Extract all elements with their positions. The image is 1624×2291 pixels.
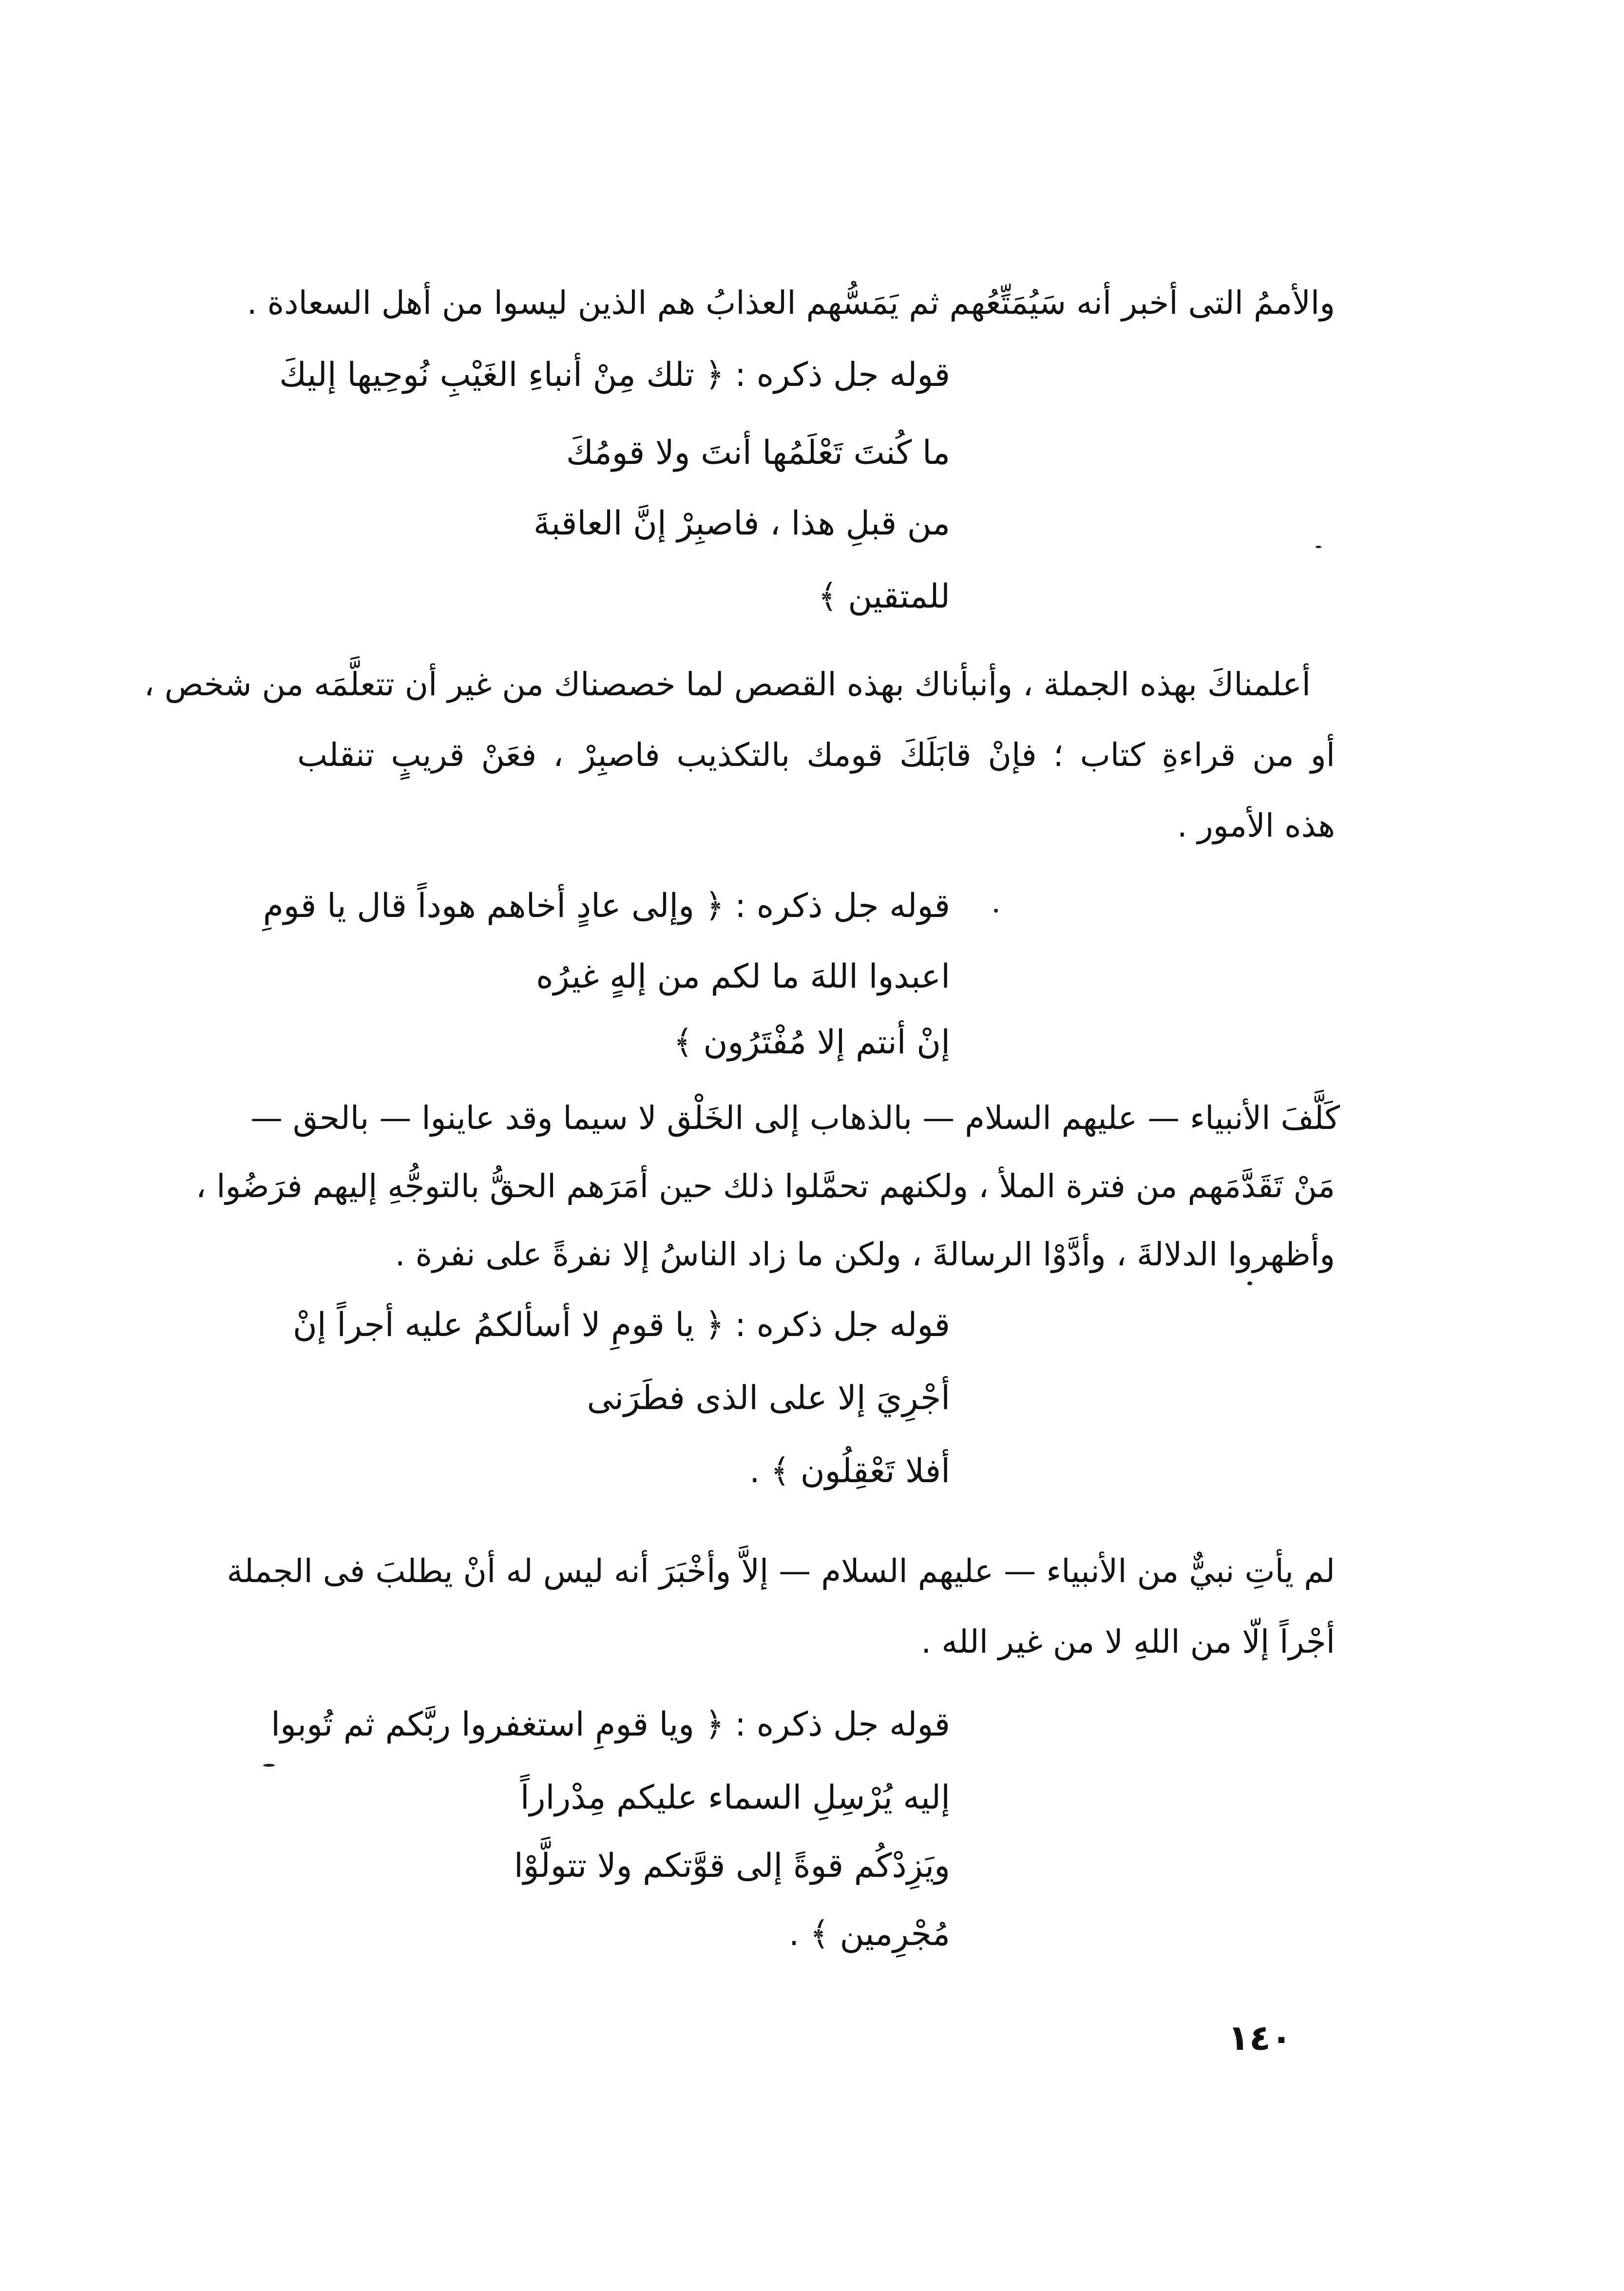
text-line: أو من قراءةِ كتاب ؛ فإنْ قابَلَكَ قومك بالتكذيب فاصبِرْ ، فعَنْ قريبٍ تنقلب	[297, 736, 1335, 774]
verse-line: ما كُنتَ تَعْلَمُها أنتَ ولا قومُكَ	[566, 434, 950, 472]
text-line: والأممُ التى أخبر أنه سَيُمَتِّعُهم ثم يَمَسُّهم العذابُ هم الذين ليسوا من أهل السعادة .	[247, 284, 1335, 322]
verse-line: قوله جل ذكره : ﴿ وإلى عادٍ أخاهم هوداً قال يا قومِ	[263, 887, 950, 925]
text-line: لم يأتِ نبيٌّ من الأنبياء — عليهم السلام — إلاَّ وأخْبَرَ أنه ليس له أنْ يطلبَ فى الجملة	[227, 1552, 1335, 1590]
text-line: وأظهروا الدلالةَ ، وأدَّوْا الرسالةَ ، ولكن ما زاد الناسُ إلا نفرةً على نفرة .	[395, 1236, 1335, 1273]
verse-line: قوله جل ذكره : ﴿ يا قومِ لا أسألكمُ عليه أجراً إنْ	[292, 1306, 950, 1344]
verse-line: قوله جل ذكره : ﴿ تلك مِنْ أنباءِ الغَيْبِ نُوحِيها إليكَ	[279, 356, 950, 394]
text-line: كَلَّفَ الأنبياء — عليهم السلام — بالذهاب إلى الخَلْق لا سيما وقد عاينوا — بالحق —	[250, 1099, 1340, 1137]
text-line: أعلمناكَ بهذه الجملة ، وأنبأناك بهذه القصص لما خصصناك من غير أن تتعلَّمَه من شخص ،	[144, 666, 1311, 703]
verse-line: قوله جل ذكره : ﴿ ويا قومِ استغفروا ربَّكم ثم تُوبوا	[271, 1705, 950, 1744]
verse-line: من قبلِ هذا ، فاصبِرْ إنَّ العاقبةَ	[533, 504, 950, 543]
scan-speck	[1316, 546, 1321, 548]
verse-line: أجْرِيَ إلا على الذى فطَرَنى	[587, 1379, 950, 1417]
verse-line: إنْ أنتم إلا مُفْتَرُون ﴾	[673, 1023, 950, 1062]
verse-line: للمتقين ﴾	[818, 577, 950, 616]
text-line: هذه الأمور .	[1177, 807, 1335, 844]
verse-line: مُجْرِمين ﴾ .	[788, 1915, 950, 1953]
text-line: أجْراً إلّا من اللهِ لا من غير الله .	[921, 1623, 1335, 1661]
page-number: ١٤٠	[1228, 2017, 1292, 2058]
verse-line: ويَزِدْكُم قوةً إلى قوَّتكم ولا تتولَّوْا	[514, 1847, 950, 1885]
verse-line: اعبدوا اللهَ ما لكم من إلهٍ غيرُه	[536, 957, 950, 996]
text-line: مَنْ تَقَدَّمَهم من فترة الملأ ، ولكنهم تحمَّلوا ذلك حين أمَرَهم الحقُّ بالتوجُّهِ إليهم فرَضُوا ،	[195, 1167, 1335, 1205]
scan-speck	[263, 1764, 275, 1767]
verse-line: أفلا تَعْقِلُون ﴾ .	[749, 1452, 950, 1490]
scan-speck	[1247, 1281, 1252, 1285]
scan-speck	[994, 909, 998, 913]
verse-line: إليه يُرْسِلِ السماء عليكم مِدْراراً	[520, 1778, 950, 1817]
